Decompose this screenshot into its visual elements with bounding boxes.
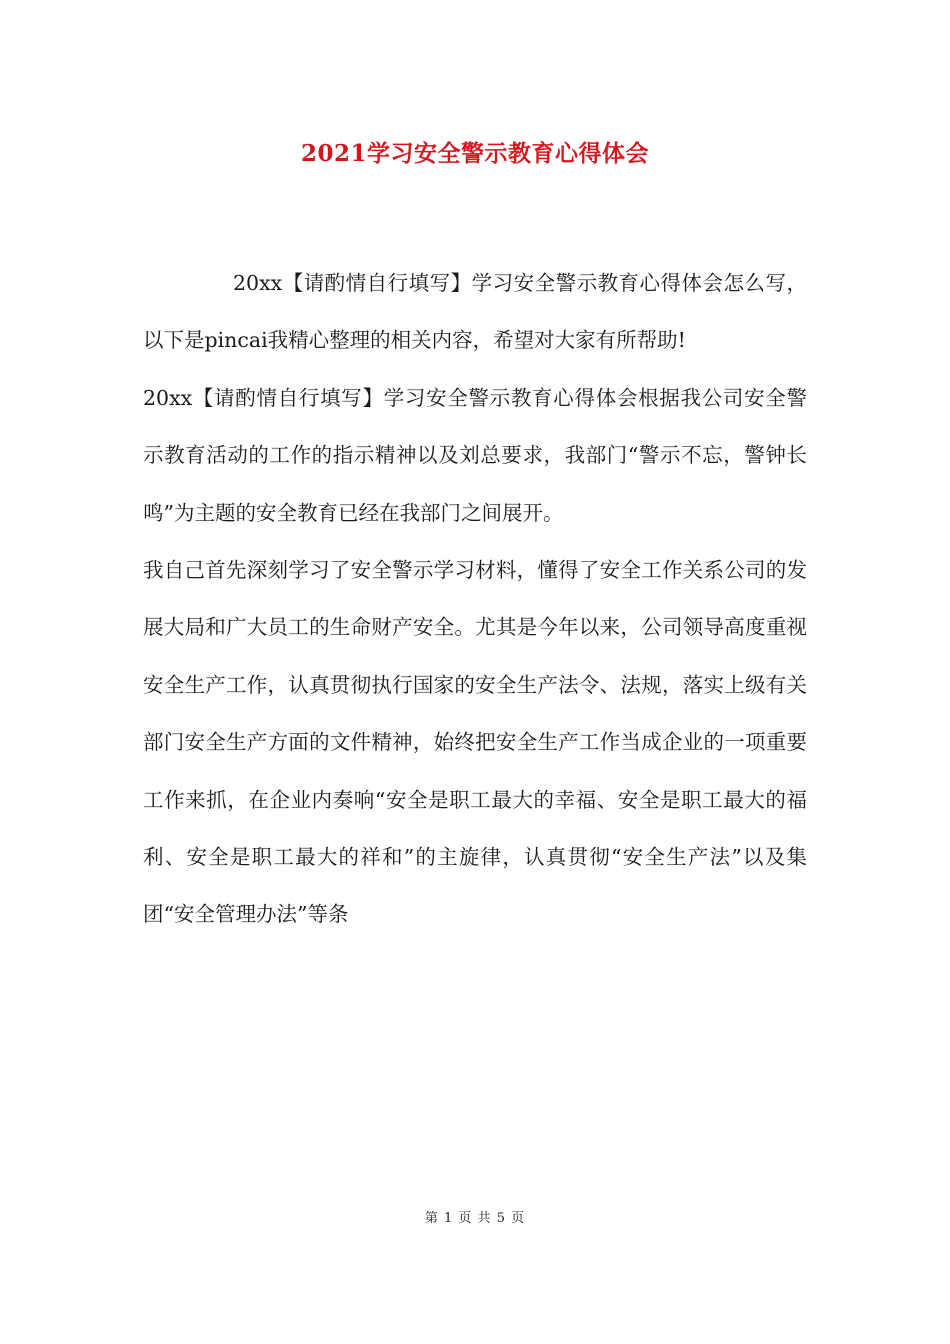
document-body bbox=[143, 255, 807, 944]
paragraph-reflection: 我自己首先深刻学习了安全警示学习材料，懂得了安全工作关系公司的发展大局和广大员工的生命财产安全。尤其是今年以来，公司领导高度重视安全生产工作，认真贯彻执行国家的安全生产法令、法规，落实上级有关部门安全生产方面的文件精神，始终把安全生产工作当成企业的一项重要工作来抓，在企业内奏响“安全是职工最大的幸福、安全是职工最大的福利、安全是职工最大的祥和”的主旋律，认真贯彻“安全生产法”以及集团“安全管理办法”等条 bbox=[143, 558, 807, 927]
document-title: 2021学习安全警示教育心得体会 bbox=[300, 140, 649, 167]
paragraph-background: 20xx【请酌情自行填写】学习安全警示教育心得体会根据我公司安全警示教育活动的工作的指示精神以及刘总要求，我部门“警示不忘，警钟长鸣”为主题的安全教育已经在我部门之间展开。 bbox=[143, 385, 807, 525]
paragraph-intro: 20xx【请酌情自行填写】学习安全警示教育心得体会怎么写，以下是pincai我精心整理的相关内容，希望对大家有所帮助! bbox=[143, 271, 807, 353]
page-number-footer: 第 1 页 共 5 页 bbox=[424, 1211, 526, 1226]
